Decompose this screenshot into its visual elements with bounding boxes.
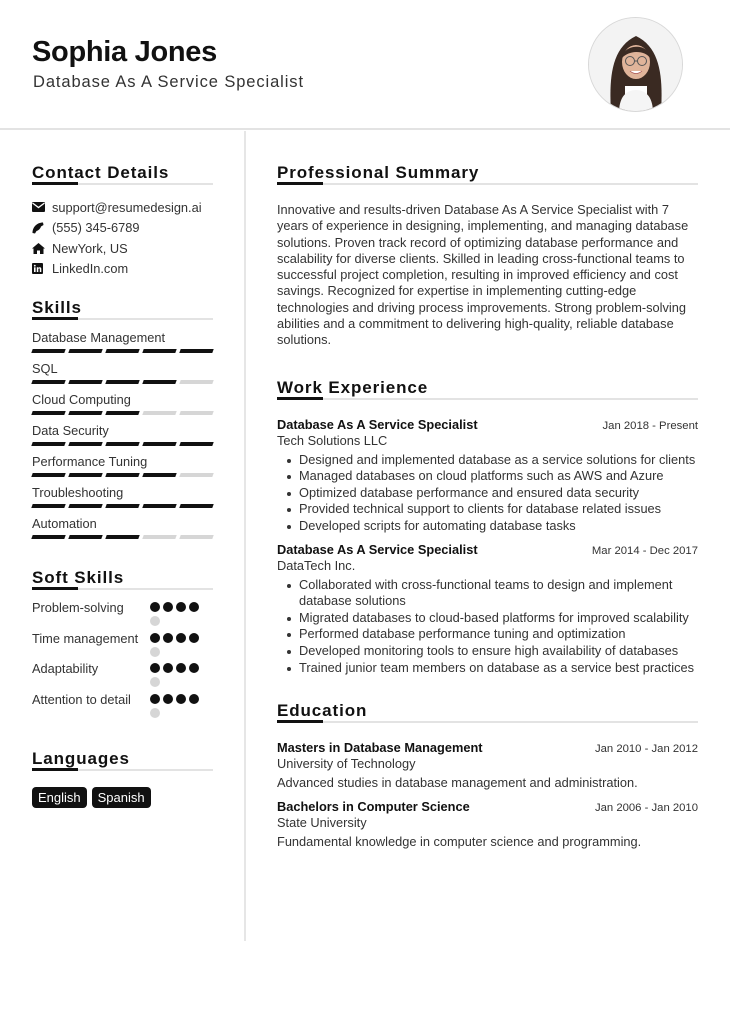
rating-dot-empty xyxy=(150,677,160,687)
level-segment-filled xyxy=(105,349,139,353)
contact-heading: Contact Details xyxy=(32,163,170,182)
contact-phone-text: (555) 345-6789 xyxy=(52,220,140,236)
section-rule xyxy=(32,183,213,185)
education-description: Fundamental knowledge in computer science and programming. xyxy=(277,834,642,850)
contact-phone[interactable] xyxy=(32,218,213,239)
job-bullet: Trained junior team members on database as a service best practices xyxy=(286,660,698,677)
soft-skill-label: Attention to detail xyxy=(32,691,131,707)
soft-skill-label: Adaptability xyxy=(32,661,99,676)
level-segment-empty xyxy=(179,380,213,384)
resume-header xyxy=(0,0,730,130)
level-segment-filled xyxy=(68,349,102,353)
contact-section xyxy=(32,150,213,279)
level-segment-filled xyxy=(68,442,102,446)
soft-skill-row xyxy=(32,599,213,626)
skill-level-bar xyxy=(32,380,213,384)
summary-text: Innovative and results-driven Database As A Service Specialist with 7 years of experience in designing, implementing, and managing database solutions. Proven track record of optimizing database performance and scalability for diverse clients. Skilled in leading cross-functional teams to successful project completion, resulting in improved efficiency and cost savings. Recognized for expertise in implementing cutting-edge technologies and driving process improvements. Strong problem-solving abilities and a commitment to delivering high-quality, reliable database solutions. xyxy=(277,202,689,348)
soft-skill-row xyxy=(32,660,213,687)
languages-section xyxy=(32,736,213,808)
experience-section xyxy=(277,365,698,677)
level-segment-filled xyxy=(142,349,176,353)
skill-level-bar xyxy=(32,349,213,353)
rating-dot-filled xyxy=(150,633,160,643)
soft-skills-heading: Soft Skills xyxy=(32,568,125,587)
phone-icon xyxy=(32,222,52,234)
rating-dot-empty xyxy=(150,616,160,626)
job-company: Tech Solutions LLC xyxy=(277,432,388,448)
level-segment-empty xyxy=(179,411,213,415)
language-badge: English xyxy=(32,787,87,808)
rating-dot-filled xyxy=(150,694,160,704)
education-entry xyxy=(277,740,698,790)
rating-dot-filled xyxy=(150,663,160,673)
skill-label: Data Security xyxy=(32,423,109,438)
level-segment-filled xyxy=(105,380,139,384)
soft-skill-row xyxy=(32,630,213,657)
skill-level-bar xyxy=(32,535,213,539)
skills-heading: Skills xyxy=(32,298,82,317)
skill-level-bar xyxy=(32,442,213,446)
job-bullet: Collaborated with cross-functional teams to design and implement database solutions xyxy=(286,577,698,610)
experience-heading: Work Experience xyxy=(277,377,429,397)
summary-section xyxy=(277,150,698,349)
soft-skills-section xyxy=(32,555,213,718)
section-rule xyxy=(277,183,698,185)
envelope-icon xyxy=(32,202,52,212)
rating-dot-filled xyxy=(163,602,173,612)
education-heading: Education xyxy=(277,701,368,721)
level-segment-filled xyxy=(105,504,139,508)
job-header xyxy=(277,417,698,432)
job-title: Database As A Service Specialist xyxy=(277,416,478,432)
job-bullets xyxy=(277,452,698,535)
level-segment-filled xyxy=(142,504,176,508)
contact-email-text: support@resumedesign.ai xyxy=(52,199,202,215)
level-segment-empty xyxy=(142,535,176,539)
level-segment-filled xyxy=(31,442,65,446)
level-segment-filled xyxy=(68,535,102,539)
rating-dot-filled xyxy=(189,663,199,673)
level-segment-filled xyxy=(68,411,102,415)
job-bullet: Developed monitoring tools to ensure high availability of databases xyxy=(286,643,698,660)
job-dates: Mar 2014 - Dec 2017 xyxy=(591,544,698,557)
section-rule xyxy=(277,398,698,400)
rating-dot-filled xyxy=(163,694,173,704)
level-segment-filled xyxy=(105,473,139,477)
contact-linkedin-text: LinkedIn.com xyxy=(52,261,129,277)
section-rule xyxy=(32,588,213,590)
education-dates: Jan 2010 - Jan 2012 xyxy=(594,743,698,756)
education-degree: Bachelors in Computer Science xyxy=(277,799,470,815)
level-segment-filled xyxy=(142,380,176,384)
soft-skill-rating xyxy=(150,599,200,626)
skill-label: Cloud Computing xyxy=(32,392,131,407)
skill-label: Database Management xyxy=(32,330,166,345)
rating-dot-filled xyxy=(189,602,199,612)
soft-skill-row xyxy=(32,691,213,718)
section-rule xyxy=(32,318,213,320)
languages-heading: Languages xyxy=(32,748,130,768)
level-segment-filled xyxy=(31,504,65,508)
job-bullet: Developed scripts for automating database tasks xyxy=(286,518,698,535)
rating-dot-filled xyxy=(176,663,186,673)
level-segment-filled xyxy=(31,535,65,539)
section-rule xyxy=(277,721,698,723)
rating-dot-filled xyxy=(176,694,186,704)
job-bullet: Optimized database performance and ensured data security xyxy=(286,485,698,502)
job-bullet: Migrated databases to cloud-based platforms for improved scalability xyxy=(286,610,698,627)
level-segment-filled xyxy=(68,380,102,384)
education-header xyxy=(277,740,698,755)
soft-skills-list xyxy=(32,599,213,718)
skill-label: SQL xyxy=(32,361,58,376)
education-school: University of Technology xyxy=(277,756,416,772)
rating-dot-filled xyxy=(150,602,160,612)
job-company: DataTech Inc. xyxy=(277,557,356,573)
job-title: Database As A Service Specialist xyxy=(277,541,478,557)
soft-skill-label: Time management xyxy=(32,630,139,646)
job-bullets xyxy=(277,577,698,677)
soft-skill-rating xyxy=(150,660,200,687)
skills-section xyxy=(32,285,213,539)
column-divider xyxy=(244,131,246,941)
level-segment-filled xyxy=(105,535,139,539)
level-segment-filled xyxy=(142,442,176,446)
home-icon xyxy=(32,243,52,254)
rating-dot-empty xyxy=(150,708,160,718)
job-bullet: Managed databases on cloud platforms such as AWS and Azure xyxy=(286,468,698,485)
contact-location-text: NewYork, US xyxy=(52,240,128,256)
linkedin-icon xyxy=(32,263,52,274)
job-bullet: Provided technical support to clients for database related issues xyxy=(286,501,698,518)
profile-photo xyxy=(588,17,683,112)
skills-list xyxy=(32,328,213,539)
rating-dot-filled xyxy=(189,633,199,643)
job-bullet: Designed and implemented database as a service solutions for clients xyxy=(286,452,698,469)
rating-dot-filled xyxy=(189,694,199,704)
rating-dot-filled xyxy=(176,633,186,643)
level-segment-empty xyxy=(179,473,213,477)
languages-list xyxy=(32,787,213,808)
portrait-illustration xyxy=(589,18,683,112)
jobs-list xyxy=(277,417,698,677)
job-entry xyxy=(277,542,698,677)
skill-label: Troubleshooting xyxy=(32,485,124,500)
level-segment-filled xyxy=(68,504,102,508)
level-segment-filled xyxy=(31,473,65,477)
level-segment-filled xyxy=(142,473,176,477)
education-header xyxy=(277,799,698,814)
contact-email[interactable] xyxy=(32,197,213,218)
job-dates: Jan 2018 - Present xyxy=(602,419,698,432)
job-bullet: Performed database performance tuning and optimization xyxy=(286,626,698,643)
candidate-title: Database As A Service Specialist xyxy=(33,73,304,91)
level-segment-filled xyxy=(31,380,65,384)
left-column xyxy=(32,150,213,808)
education-dates: Jan 2006 - Jan 2010 xyxy=(594,802,698,815)
skill-level-bar xyxy=(32,504,213,508)
level-segment-filled xyxy=(179,504,213,508)
skill-level-bar xyxy=(32,473,213,477)
rating-dot-filled xyxy=(176,602,186,612)
level-segment-empty xyxy=(179,535,213,539)
language-badge: Spanish xyxy=(92,787,151,808)
education-degree: Masters in Database Management xyxy=(277,740,483,756)
skill-label: Performance Tuning xyxy=(32,454,148,469)
job-entry xyxy=(277,417,698,535)
right-column xyxy=(277,150,698,858)
section-rule xyxy=(32,769,213,771)
rating-dot-empty xyxy=(150,647,160,657)
summary-heading: Professional Summary xyxy=(277,163,480,182)
rating-dot-filled xyxy=(163,663,173,673)
rating-dot-filled xyxy=(163,633,173,643)
education-section xyxy=(277,688,698,849)
level-segment-filled xyxy=(105,411,139,415)
education-list xyxy=(277,740,698,849)
level-segment-empty xyxy=(142,411,176,415)
contact-location xyxy=(32,238,213,259)
level-segment-filled xyxy=(68,473,102,477)
job-header xyxy=(277,542,698,557)
level-segment-filled xyxy=(179,442,213,446)
soft-skill-rating xyxy=(150,630,200,657)
candidate-name: Sophia Jones xyxy=(32,36,217,68)
level-segment-filled xyxy=(179,349,213,353)
education-description: Advanced studies in database management and administration. xyxy=(277,775,638,791)
level-segment-filled xyxy=(31,349,65,353)
skill-level-bar xyxy=(32,411,213,415)
education-entry xyxy=(277,799,698,849)
soft-skill-label: Problem-solving xyxy=(32,600,124,615)
soft-skill-rating xyxy=(150,691,200,718)
level-segment-filled xyxy=(31,411,65,415)
skill-label: Automation xyxy=(32,516,97,531)
contact-linkedin[interactable] xyxy=(32,259,213,280)
education-school: State University xyxy=(277,815,367,831)
level-segment-filled xyxy=(105,442,139,446)
